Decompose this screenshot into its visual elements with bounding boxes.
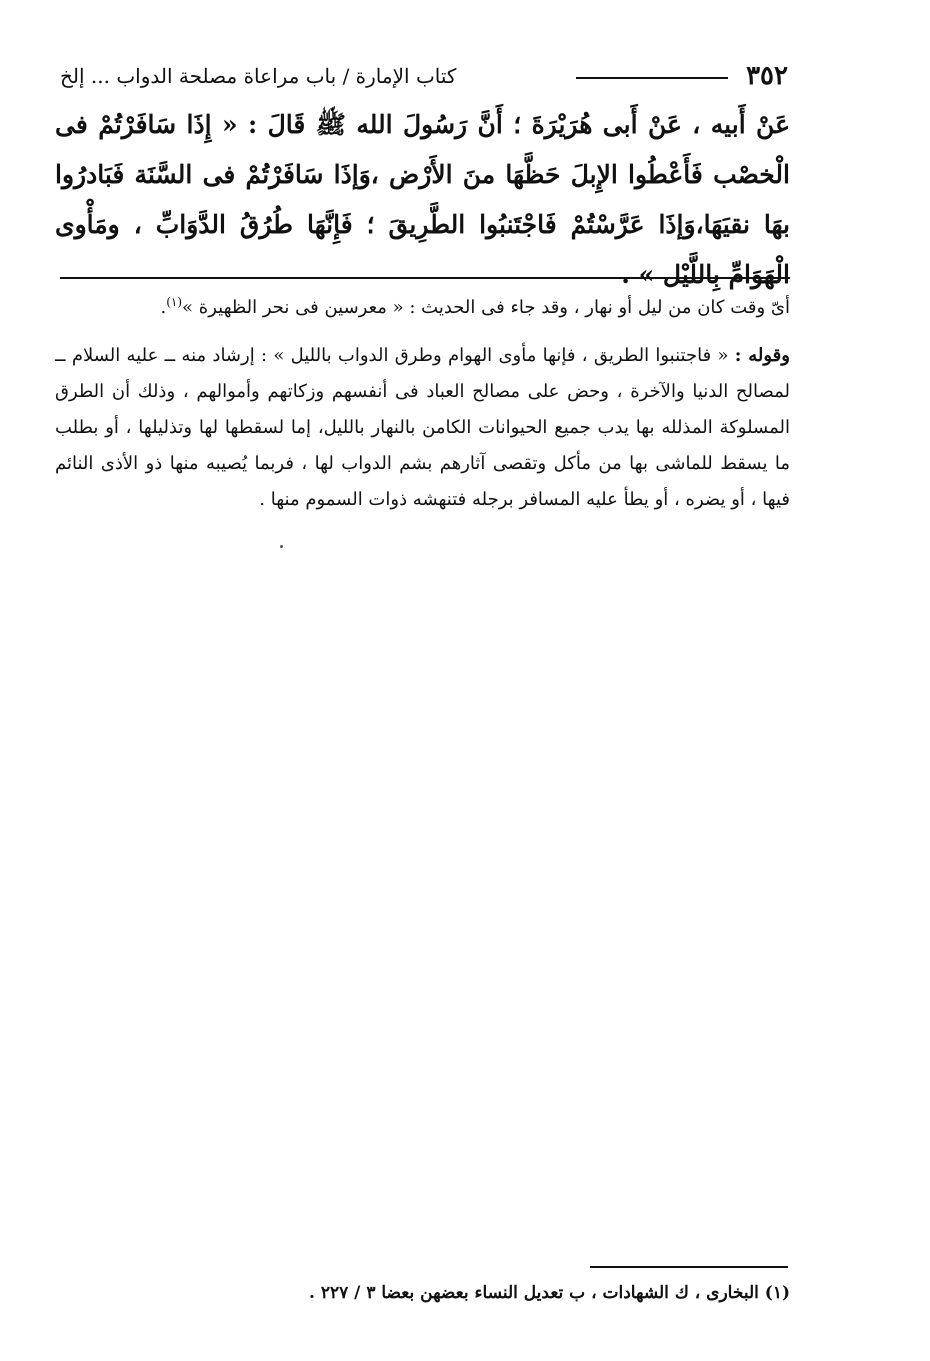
section-divider: [60, 277, 790, 279]
footnote-1: (١) البخارى ، ك الشهادات ، ب تعديل النساء بعضهن بعضا ٣ / ٢٢٧ .: [309, 1283, 790, 1303]
commentary-p2-text: « فاجتنبوا الطريق ، فإنها مأوى الهوام وطرق الدواب بالليل » : إرشاد منه ــ عليه السلام ــ لمصالح الدنيا والآخرة ، وحض على مصالح العباد فى أنفسهم وزكاتهم وأموالهم ، وذلك أن الطرق المسلوكة المذلله بها يدب جميع الحيوانات الكامن بالنهار بالليل، إما لسقطها لها وتذليلها ، أو بطلب ما يسقط للماشى بها من مأكل وتقصى آثارهم بشم الدواب لها ، فربما يُصيبه منها ذو الأذى النائم فيها ، أو يضره ، أو يطأ عليه المسافر برجله فتنهشه ذوات السموم منها .: [55, 345, 790, 510]
page-number: ٣٥٢: [746, 61, 788, 91]
commentary-p1-end: .: [160, 297, 167, 318]
hadith-text: عَنْ أَبيه ، عَنْ أَبى هُرَيْرَةَ ؛ أَنَّ رَسُولَ الله ﷺ قَالَ : « إِذَا سَافَرْتُمْ فى الْخصْب فَأَعْطُوا الإِبلَ حَظَّهَا منَ الأَرْض ،وَإذَا سَافَرْتُمْ فى السَّنَة فَبَادرُوا بهَا نقيَهَا،وَإذَا عَرَّسْتُمْ فَاجْتَنبُوا الطَّرِيقَ ؛ فَإِنَّهَا طُرُقُ الدَّوَابِّ ، ومَأْوى الْهَوَامِّ بِاللَّيْل » .: [55, 110, 790, 289]
footnote-marker: (١): [166, 295, 183, 309]
header-rule: [576, 77, 728, 79]
footnote-rule: [590, 1266, 788, 1268]
page-header: [60, 58, 788, 94]
commentary-p1-text: أىّ وقت كان من ليل أو نهار ، وقد جاء فى الحديث : « معرسين فى نحر الظهيرة »: [182, 297, 790, 318]
stray-dot: [280, 545, 283, 548]
running-title: كتاب الإمارة / باب مراعاة مصلحة الدواب ... إلخ: [60, 64, 457, 88]
commentary-paragraph-2: [55, 338, 790, 518]
commentary: [55, 290, 790, 518]
commentary-paragraph-1: [55, 290, 790, 326]
commentary-lead: وقوله :: [734, 345, 790, 366]
